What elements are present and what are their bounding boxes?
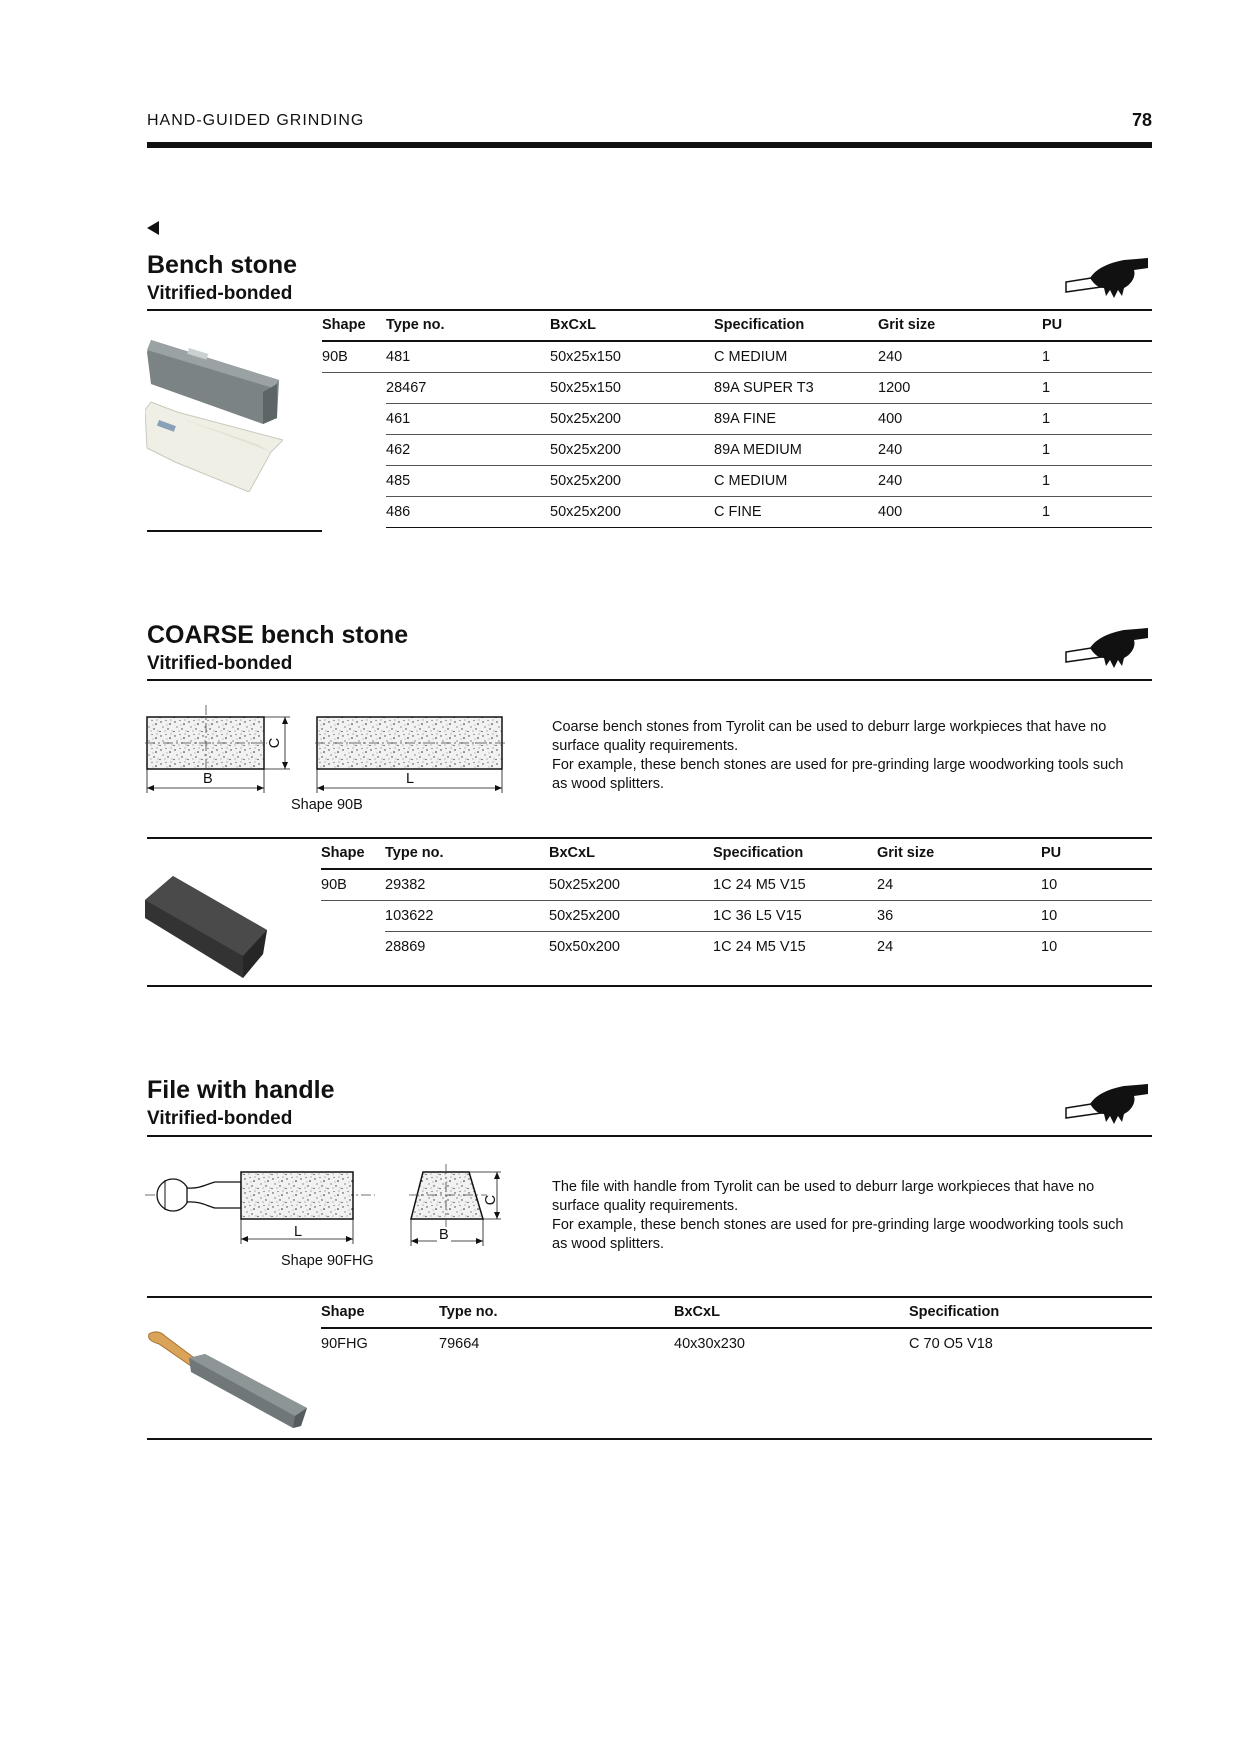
cell-bxcxl: 50x25x200: [550, 404, 714, 435]
cell-grit-size: 1200: [878, 373, 1042, 404]
cell-specification: 89A SUPER T3: [714, 373, 878, 404]
cell-pu: 10: [1041, 869, 1152, 901]
dim-label-b: B: [439, 1227, 449, 1243]
dim-label-c: C: [267, 737, 284, 749]
cell-pu: 1: [1042, 497, 1152, 528]
cell-bxcxl: 50x25x200: [550, 497, 714, 528]
drawing-caption: Shape 90FHG: [281, 1253, 374, 1269]
cell-bxcxl: 40x30x230: [674, 1336, 745, 1352]
cell-pu: 1: [1042, 435, 1152, 466]
table-row: [322, 341, 1152, 373]
hand-guided-icon: [1064, 1082, 1150, 1126]
cell-pu: 1: [1042, 373, 1152, 404]
cell-specification: C FINE: [714, 497, 878, 528]
section-rule: [147, 1135, 1152, 1137]
col-header-specification: Specification: [713, 838, 877, 869]
cell-type-no: 481: [386, 341, 550, 373]
section-subtitle: Vitrified-bonded: [147, 283, 293, 304]
cell-shape: [322, 497, 386, 528]
cell-bxcxl: 50x25x150: [550, 373, 714, 404]
drawing-caption: Shape 90B: [291, 797, 363, 813]
dim-label-l: L: [406, 771, 415, 787]
col-header-pu: PU: [1041, 838, 1152, 869]
cell-specification: 1C 24 M5 V15: [713, 869, 877, 901]
table-header-row: [321, 1297, 1152, 1328]
table-header-row: [322, 310, 1152, 341]
bench-stone-table: [322, 310, 1152, 528]
header-rule: [147, 142, 1152, 148]
table-bottom-rule: [147, 985, 1152, 987]
col-header-shape: Shape: [321, 1297, 439, 1328]
cell-grit-size: 36: [877, 901, 1041, 932]
cell-specification: C 70 O5 V18: [909, 1336, 993, 1352]
section-subtitle: Vitrified-bonded: [147, 1108, 293, 1129]
col-header-specification: Specification: [714, 310, 878, 341]
dim-label-c: C: [483, 1194, 500, 1206]
cell-type-no: 485: [386, 466, 550, 497]
cell-type-no: 486: [386, 497, 550, 528]
cell-bxcxl: 50x25x200: [550, 435, 714, 466]
section-title-coarse-bench-stone: COARSE bench stone: [147, 621, 409, 649]
dim-label-b: B: [203, 771, 213, 787]
col-header-grit-size: Grit size: [877, 838, 1041, 869]
cell-shape: 90FHG: [321, 1336, 368, 1352]
bench-stone-product-image: [145, 340, 283, 492]
cell-type-no: 461: [386, 404, 550, 435]
col-header-bxcxl: BxCxL: [674, 1297, 909, 1328]
running-header: HAND-GUIDED GRINDING: [147, 112, 365, 129]
cell-shape: [322, 466, 386, 497]
cell-specification: C MEDIUM: [714, 466, 878, 497]
cell-specification: 1C 24 M5 V15: [713, 939, 806, 955]
table-row: [322, 373, 1152, 404]
cell-type-no: 79664: [439, 1336, 480, 1352]
cell-type-no: 462: [386, 435, 550, 466]
table-row: [321, 869, 1152, 901]
cell-type-no: 103622: [385, 901, 549, 932]
cell-type-no: 29382: [385, 869, 549, 901]
cell-grit-size: 24: [877, 869, 1041, 901]
cell-pu: 1: [1042, 341, 1152, 373]
table-bottom-rule: [147, 1438, 1152, 1440]
coarse-bench-stone-product-image: [145, 874, 267, 978]
col-header-bxcxl: BxCxL: [549, 838, 713, 869]
hand-guided-icon: [1064, 626, 1150, 670]
cell-type-no: 28869: [385, 939, 426, 955]
file-with-handle-product-image: [145, 1330, 307, 1430]
table-row: [321, 1328, 1152, 1359]
cell-bxcxl: 50x25x150: [550, 341, 714, 373]
cell-specification: 89A MEDIUM: [714, 435, 878, 466]
table-header-row: [321, 838, 1152, 869]
table-row: [322, 466, 1152, 497]
table-row: [321, 901, 1152, 932]
cell-shape: [322, 404, 386, 435]
section-description: The file with handle from Tyrolit can be used to deburr large workpieces that have no surface quality requirements. For example, these bench stones are used for pre-grinding large woodworking tools such as wood splitters.: [552, 1179, 1124, 1252]
col-header-bxcxl: BxCxL: [550, 310, 714, 341]
hand-guided-icon: [1064, 256, 1150, 300]
cell-pu: 1: [1042, 404, 1152, 435]
shape-90fhg-drawing: [145, 1162, 505, 1252]
cell-grit-size: 240: [878, 435, 1042, 466]
section-title-bench-stone: Bench stone: [147, 251, 298, 279]
col-header-type-no: Type no.: [386, 310, 550, 341]
col-header-type-no: Type no.: [385, 838, 549, 869]
cell-shape: [322, 435, 386, 466]
page-number: 78: [1131, 110, 1152, 130]
col-header-shape: Shape: [321, 838, 385, 869]
section-subtitle: Vitrified-bonded: [147, 653, 293, 674]
cell-bxcxl: 50x50x200: [549, 939, 620, 955]
table-bottom-rule: [147, 530, 322, 532]
section-title-file-with-handle: File with handle: [147, 1076, 335, 1104]
section-description: Coarse bench stones from Tyrolit can be used to deburr large workpieces that have no surface quality requirements. For example, these bench stones are used for pre-grinding large woodworking tools such as wood splitters.: [552, 719, 1124, 792]
cell-specification: C MEDIUM: [714, 341, 878, 373]
cell-bxcxl: 50x25x200: [550, 466, 714, 497]
table-row: [321, 932, 1152, 963]
cell-grit-size: 400: [878, 497, 1042, 528]
col-header-type-no: Type no.: [439, 1297, 674, 1328]
cell-grit-size: 400: [878, 404, 1042, 435]
cell-specification: 89A FINE: [714, 404, 878, 435]
cell-grit-size: 24: [877, 939, 894, 955]
cell-bxcxl: 50x25x200: [549, 869, 713, 901]
col-header-specification: Specification: [909, 1297, 1152, 1328]
cell-bxcxl: 50x25x200: [549, 901, 713, 932]
cell-pu: 10: [1041, 939, 1058, 955]
coarse-bench-stone-table: [321, 838, 1152, 962]
table-row: [322, 497, 1152, 528]
cell-shape: 90B: [321, 869, 385, 901]
cell-pu: 10: [1041, 901, 1152, 932]
col-header-pu: PU: [1042, 310, 1152, 341]
cell-shape: [322, 373, 386, 404]
cell-grit-size: 240: [878, 341, 1042, 373]
dim-label-l: L: [294, 1224, 303, 1240]
cell-type-no: 28467: [386, 373, 550, 404]
file-with-handle-table: [321, 1297, 1152, 1359]
table-row: [322, 404, 1152, 435]
cell-shape: [321, 932, 385, 963]
back-arrow-icon[interactable]: [147, 221, 159, 235]
cell-shape: 90B: [322, 341, 386, 373]
col-header-shape: Shape: [322, 310, 386, 341]
cell-specification: 1C 36 L5 V15: [713, 901, 877, 932]
section-rule: [147, 679, 1152, 681]
table-row: [322, 435, 1152, 466]
cell-pu: 1: [1042, 466, 1152, 497]
cell-shape: [321, 901, 385, 932]
col-header-grit-size: Grit size: [878, 310, 1042, 341]
cell-grit-size: 240: [878, 466, 1042, 497]
